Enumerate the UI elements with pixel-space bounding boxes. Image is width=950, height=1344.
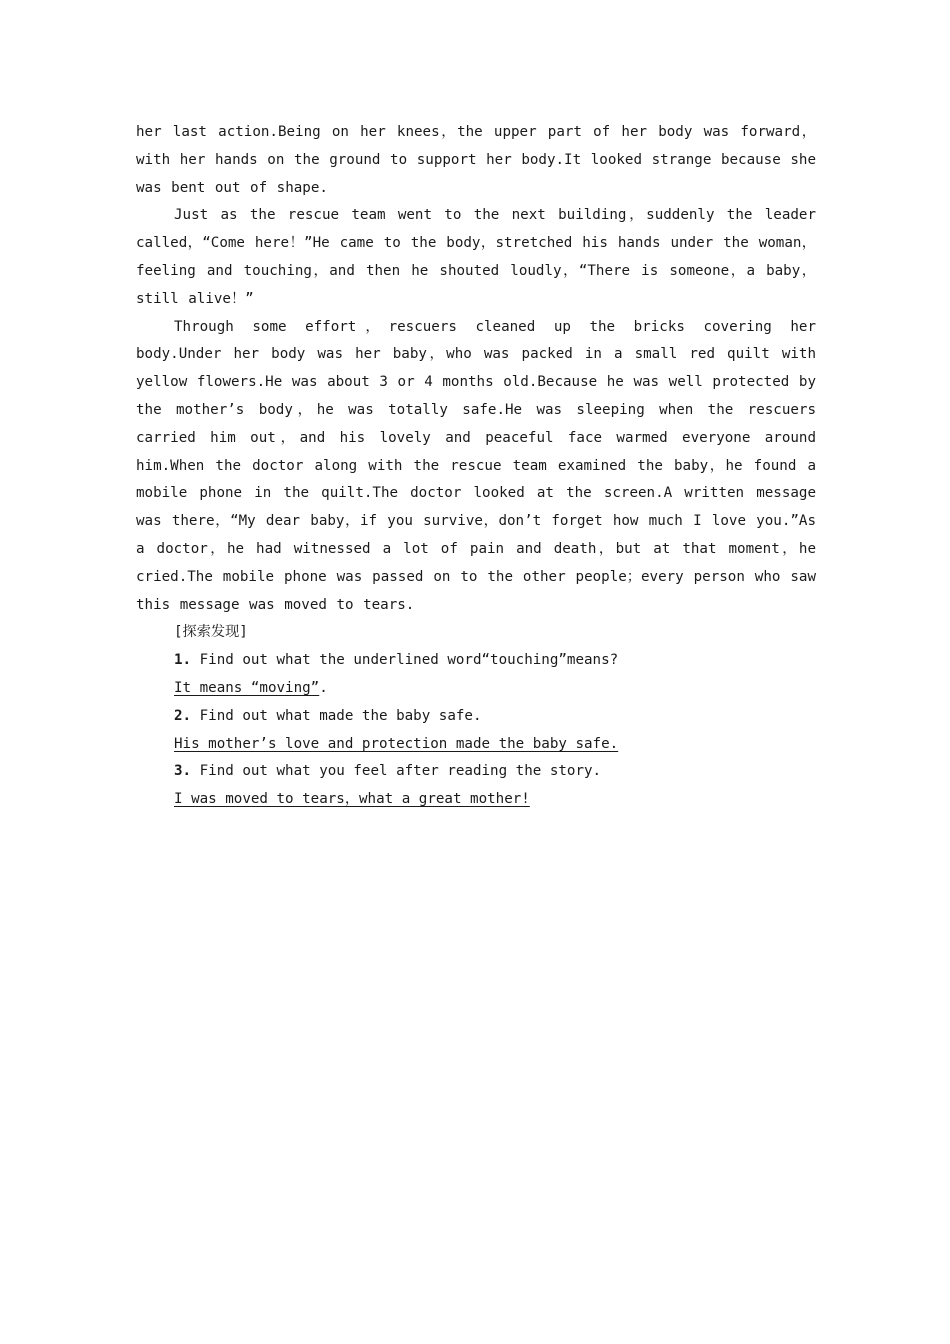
question-number: 2. xyxy=(174,707,192,724)
question-3 xyxy=(136,758,816,786)
question-text: Find out what made the baby safe. xyxy=(191,707,482,724)
document-page xyxy=(136,119,816,814)
answer-3 xyxy=(136,786,816,814)
question-2 xyxy=(136,703,816,731)
answer-tail: . xyxy=(319,679,328,696)
answer-2 xyxy=(136,731,816,759)
passage-paragraph-2: Just as the rescue team went to the next building，suddenly the leader called，“Come here！”He came to the body，stretched his hands under the woman，feeling and touching，and then he shouted loudly，“There is someone，a baby，still alive！” xyxy=(136,207,816,307)
question-1 xyxy=(136,647,816,675)
question-text: Find out what you feel after reading the story. xyxy=(191,763,602,780)
question-number: 3. xyxy=(174,763,192,780)
answer-text: I was moved to tears，what a great mother! xyxy=(174,791,530,808)
explore-heading: [探索发现] xyxy=(174,624,248,641)
answer-text: It means “moving” xyxy=(174,679,320,696)
question-number: 1. xyxy=(174,652,192,669)
passage-paragraph-1: her last action.Being on her knees，the upper part of her body was forward，with her hands on the ground to support her body.It looked strange because she was bent out of shape. xyxy=(136,124,816,196)
passage-paragraph-3: Through some effort，rescuers cleaned up the bricks covering her body.Under her body was her baby，who was packed in a small red quilt with yellow flowers.He was about 3 or 4 months old.Because he was well protected by the mother’s body，he was totally safe.He was sleeping when the rescuers carried him out，and his lovely and peaceful face warmed everyone around him.When the doctor along with the rescue team examined the baby，he found a mobile phone in the quilt.The doctor looked at the screen.A written message was there，“My dear baby，if you survive，don’t forget how much I love you.”As a doctor，he had witnessed a lot of pain and death，but at that moment，he cried.The mobile phone was passed on to the other people；every person who saw this message was moved to tears. xyxy=(136,318,816,613)
question-text: Find out what the underlined word“touching”means? xyxy=(191,652,619,669)
answer-text: His mother’s love and protection made the baby safe. xyxy=(174,735,619,752)
answer-1 xyxy=(136,675,816,703)
